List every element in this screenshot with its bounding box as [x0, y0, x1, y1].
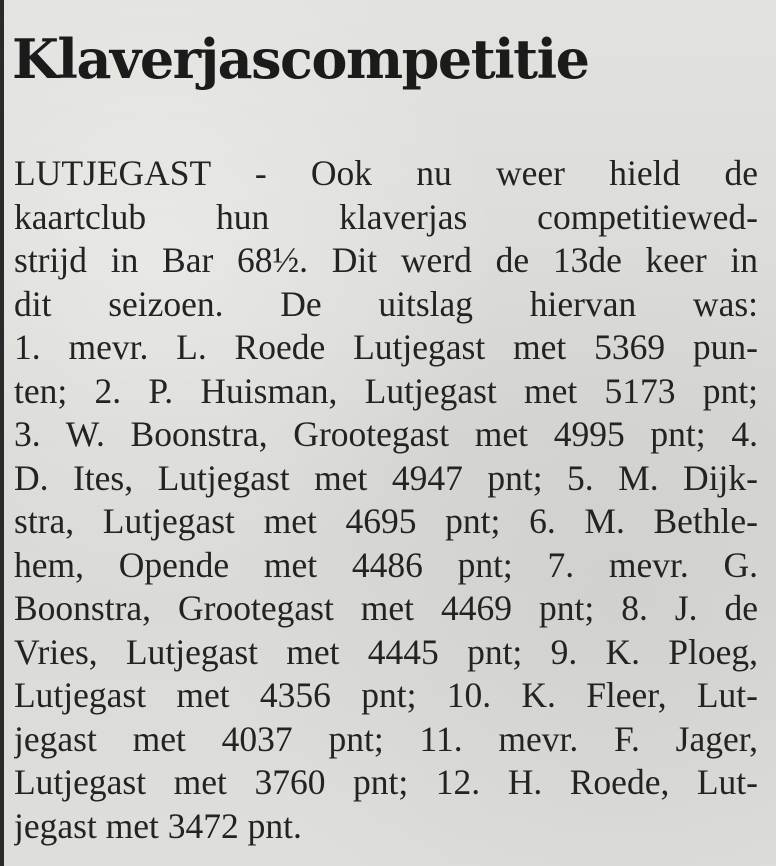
article-line: Lutjegast met 4356 pnt; 10. K. Fleer, Lut- — [14, 675, 758, 715]
article-line: ten; 2. P. Huisman, Lutjegast met 5173 pnt; — [14, 370, 758, 411]
article-headline: Klaverjascompetitie — [12, 27, 589, 91]
article-line: Lutjegast met 3760 pnt; 12. H. Roede, Lut- — [14, 762, 758, 802]
article-line: D. Ites, Lutjegast met 4947 pnt; 5. M. Dijk- — [14, 457, 758, 498]
article-body — [14, 152, 758, 852]
article-line: kaartclub hun klaverjas competitiewed- — [14, 196, 758, 237]
article-line: 1. mevr. L. Roede Lutjegast met 5369 pun- — [14, 327, 758, 367]
article-line: jegast met 4037 pnt; 11. mevr. F. Jager, — [14, 718, 758, 759]
article-line: 3. W. Boonstra, Grootegast met 4995 pnt; 4. — [14, 414, 758, 454]
clipping-left-edge — [0, 0, 4, 866]
article-line: strijd in Bar 68½. Dit werd de 13de keer in — [14, 240, 758, 280]
article-line: hem, Opende met 4486 pnt; 7. mevr. G. — [14, 544, 758, 585]
article-line: Vries, Lutjegast met 4445 pnt; 9. K. Ploeg, — [14, 631, 758, 672]
article-line: stra, Lutjegast met 4695 pnt; 6. M. Bethle- — [14, 501, 758, 541]
article-line: dit seizoen. De uitslag hiervan was: — [14, 283, 758, 324]
article-line: jegast met 3472 pnt. — [14, 805, 302, 846]
article-line: LUTJEGAST - Ook nu weer hield de — [14, 153, 758, 193]
article-line: Boonstra, Grootegast met 4469 pnt; 8. J. de — [14, 588, 758, 628]
